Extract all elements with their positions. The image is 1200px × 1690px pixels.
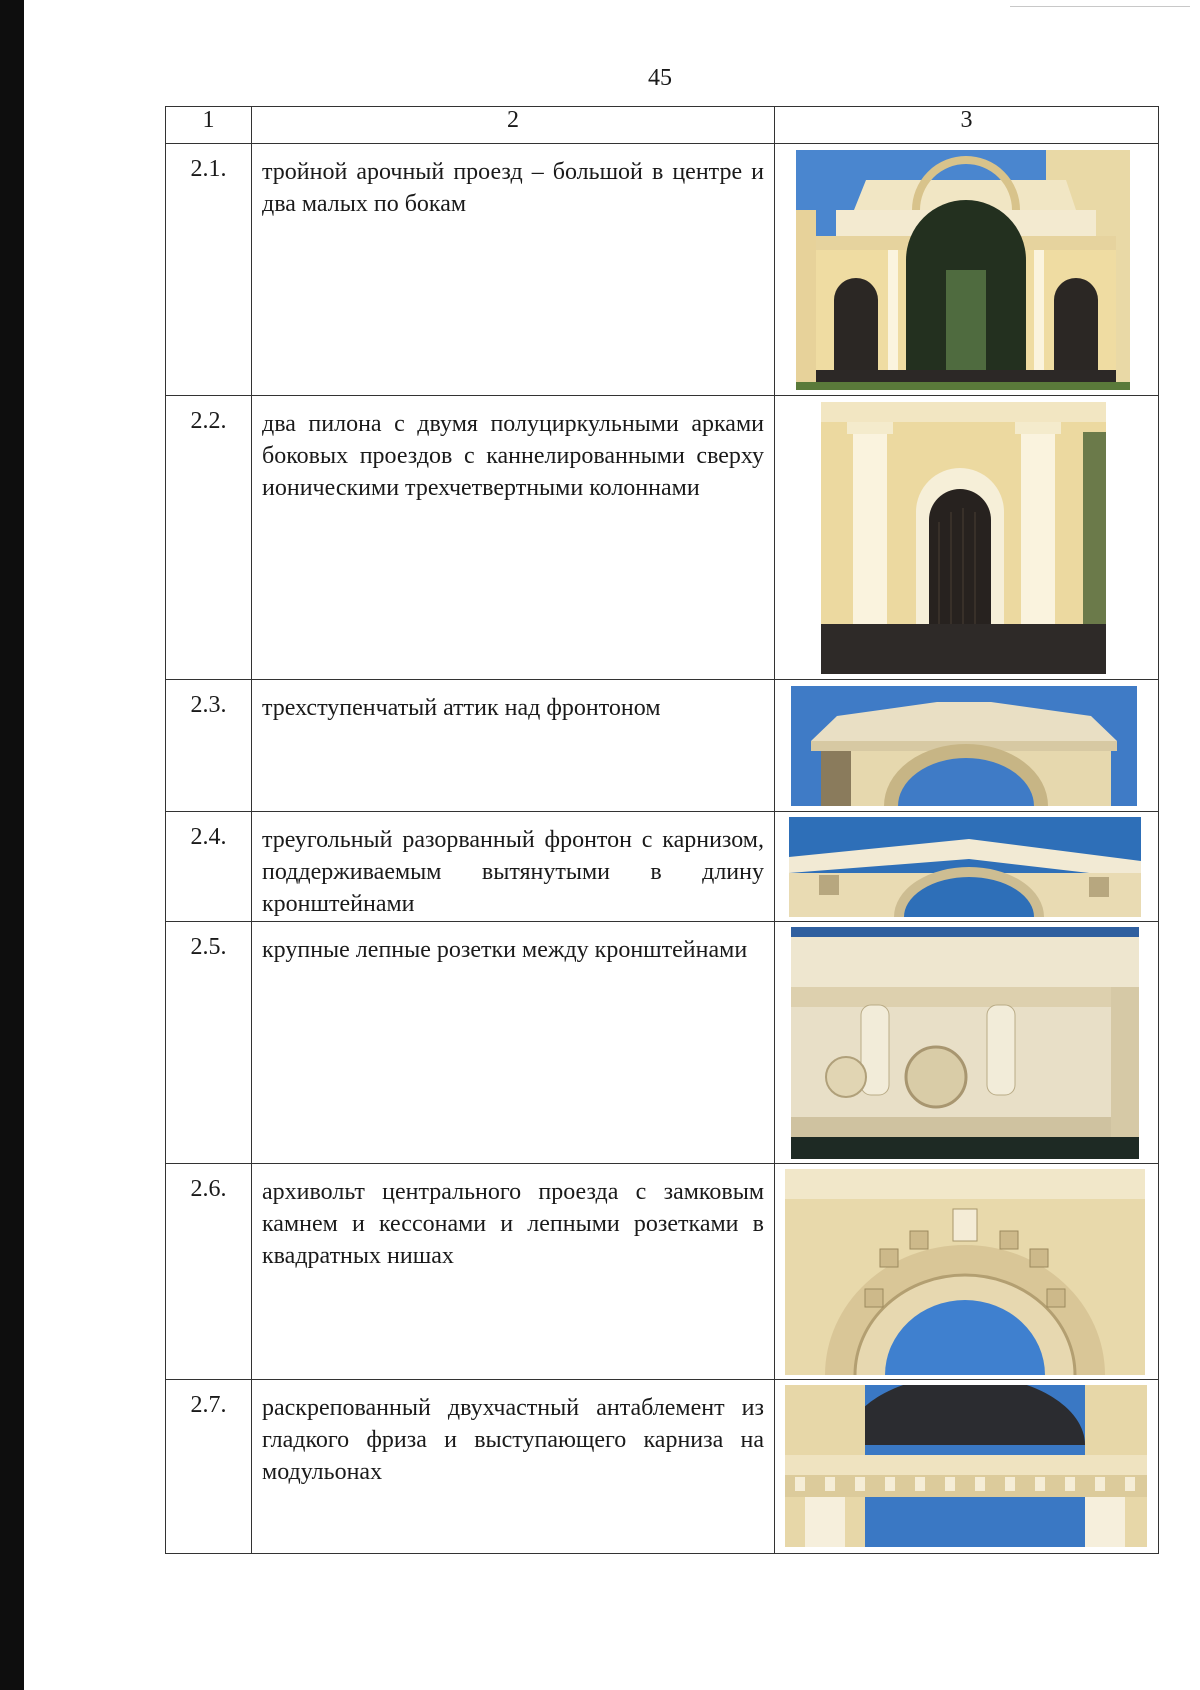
row-description: раскрепованный двухчастный антаблемент из гладкого фриза и выступающего карниза на модульонах (252, 1380, 775, 1554)
scan-line (1010, 6, 1190, 7)
row-description: два пилона с двумя полуциркульными арками боковых проездов с каннелированными сверху ионическими трехчетвертными колоннами (252, 396, 775, 680)
row-photo-cell (775, 680, 1159, 812)
row-number: 2.3. (166, 680, 252, 812)
photo-pylon-ionic-columns (821, 402, 1106, 674)
photo-rosette-between-brackets (791, 927, 1139, 1159)
table-row (166, 922, 1159, 1164)
row-photo-cell (775, 812, 1159, 922)
row-description: архивольт центрального проезда с замковым камнем и кессонами и лепными розетками в квадратных нишах (252, 1164, 775, 1380)
row-photo-cell (775, 922, 1159, 1164)
page-number: 45 (648, 65, 672, 91)
header-col-1: 1 (166, 107, 252, 144)
scan-edge (0, 0, 24, 1690)
row-number: 2.6. (166, 1164, 252, 1380)
row-description: крупные лепные розетки между кронштейнами (252, 922, 775, 1164)
row-photo-cell (775, 1380, 1159, 1554)
row-number: 2.4. (166, 812, 252, 922)
photo-entablature-modillions (785, 1385, 1147, 1547)
photo-attic-above-pediment (791, 686, 1137, 806)
table-row (166, 144, 1159, 396)
row-description: тройной арочный проезд – большой в центре и два малых по бокам (252, 144, 775, 396)
row-photo-cell (775, 1164, 1159, 1380)
architectural-elements-table (165, 106, 1159, 1554)
header-col-3: 3 (775, 107, 1159, 144)
table-header-row (166, 107, 1159, 144)
table-row (166, 680, 1159, 812)
row-description: треугольный разорванный фронтон с карнизом, поддерживаемым вытянутыми в длину кронштейнами (252, 812, 775, 922)
photo-broken-pediment (789, 817, 1141, 917)
photo-triple-arch-gate (796, 150, 1130, 390)
row-description: трехступенчатый аттик над фронтоном (252, 680, 775, 812)
row-number: 2.5. (166, 922, 252, 1164)
table-row (166, 1380, 1159, 1554)
row-number: 2.2. (166, 396, 252, 680)
table-row (166, 396, 1159, 680)
table-row (166, 812, 1159, 922)
row-photo-cell (775, 396, 1159, 680)
row-number: 2.1. (166, 144, 252, 396)
row-photo-cell (775, 144, 1159, 396)
table-row (166, 1164, 1159, 1380)
row-number: 2.7. (166, 1380, 252, 1554)
header-col-2: 2 (252, 107, 775, 144)
photo-archivolt-keystone (785, 1169, 1145, 1375)
